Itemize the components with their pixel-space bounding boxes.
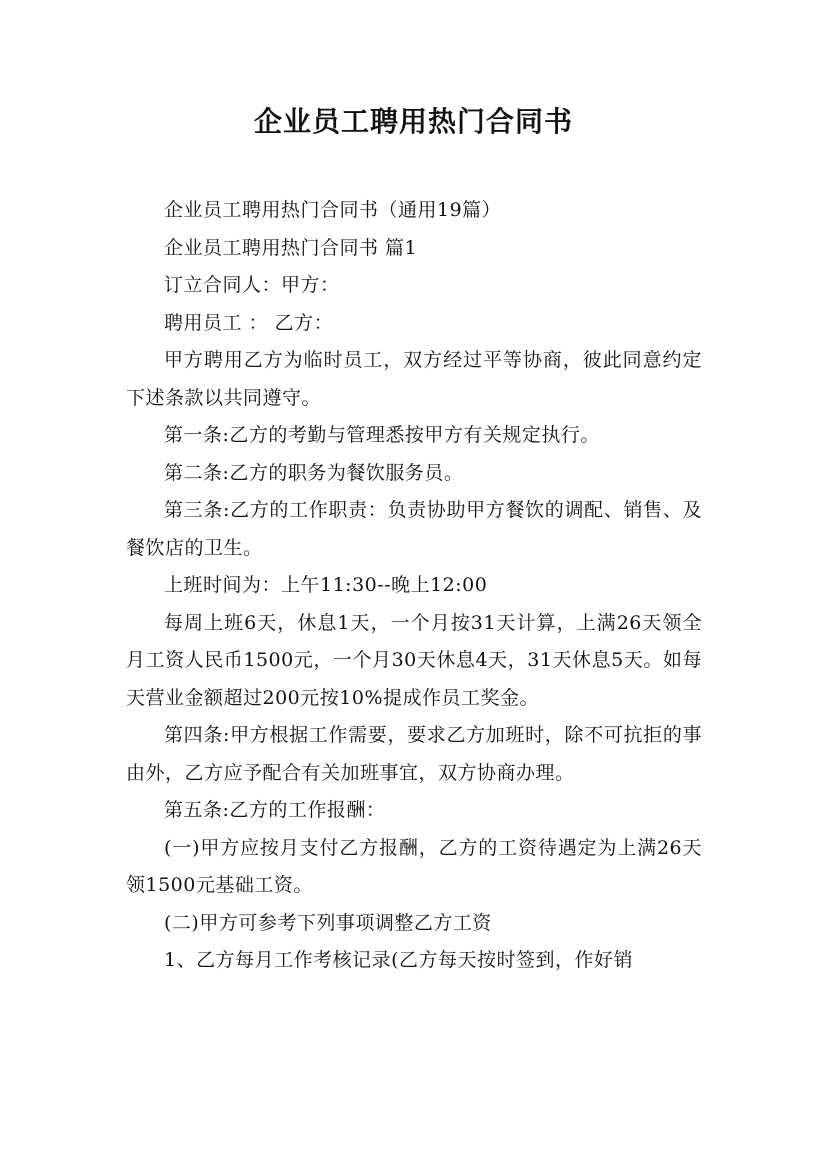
paragraph-article-2: 第二条:乙方的职务为餐饮服务员。	[164, 461, 464, 484]
paragraph-item-1: 1、乙方每月工作考核记录(乙方每天按时签到，作好销	[164, 949, 634, 971]
paragraph-article-4: 第四条:甲方根据工作需要，要求乙方加班时，除不可抗拒的事由外，乙方应予配合有关加班事宜，双方协商办理。	[126, 724, 702, 784]
paragraph-article-1: 第一条:乙方的考勤与管理悉按甲方有关规定执行。	[164, 424, 600, 446]
paragraph-preamble: 甲方聘用乙方为临时员工，双方经过平等协商，彼此同意约定下述条款以共同遵守。	[126, 349, 702, 409]
paragraph-work-schedule: 每周上班6天，休息1天，一个月按31天计算，上满26天领全月工资人民币1500元，一个月30天休息4天，31天休息5天。如每天营业金额超过200元按10%提成作员工奖金。	[126, 611, 702, 709]
paragraph-contracting-parties: 订立合同人：甲方：	[164, 274, 340, 296]
document-title: 企业员工聘用热门合同书	[253, 105, 573, 138]
paragraph-working-hours: 上班时间为：上午11:30--晚上12:00	[164, 574, 488, 596]
paragraph-article-5: 第五条:乙方的工作报酬：	[164, 799, 386, 821]
document-body	[126, 192, 702, 980]
paragraph-clause-2: (二)甲方可参考下列事项调整乙方工资	[164, 911, 492, 934]
paragraph-subtitle: 企业员工聘用热门合同书（通用19篇）	[164, 199, 502, 221]
paragraph-article-3: 第三条:乙方的工作职责：负责协助甲方餐饮的调配、销售、及餐饮店的卫生。	[126, 499, 702, 559]
paragraph-clause-1: (一)甲方应按月支付乙方报酬，乙方的工资待遇定为上满26天领1500元基础工资。	[126, 836, 702, 896]
paragraph-section-heading: 企业员工聘用热门合同书 篇1	[164, 236, 418, 259]
paragraph-employee-party: 聘用员工 ： 乙方：	[164, 311, 334, 334]
